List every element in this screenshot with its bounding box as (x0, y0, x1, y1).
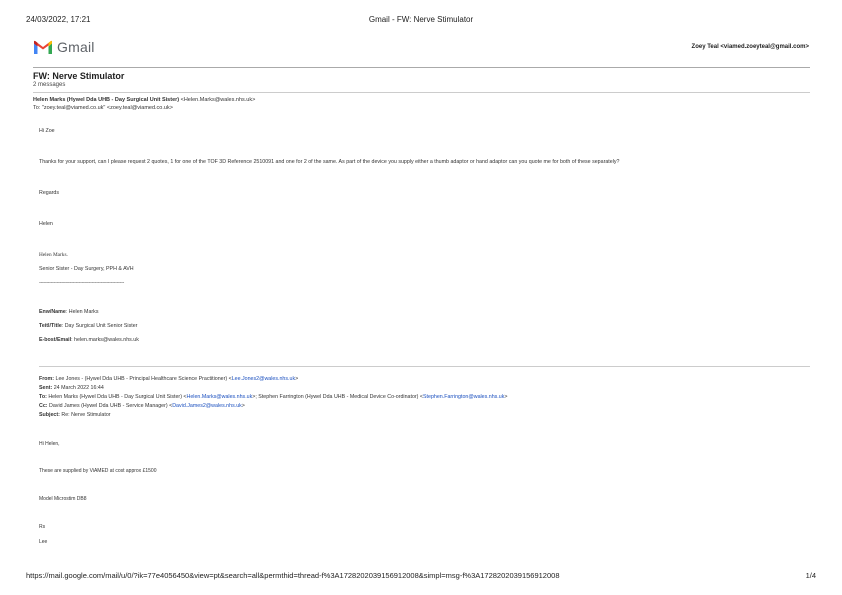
signature-name-row (39, 309, 98, 315)
sender-email: <Helen.Marks@wales.nhs.uk> (180, 97, 256, 103)
fwd-cc-value: David James (Hywel Dda UHB - Service Manager) < (49, 403, 173, 409)
fwd-to-value1: Helen Marks (Hywel Dda UHB - Day Surgical Unit Sister) < (48, 394, 187, 400)
fwd-closing: Rs (39, 524, 46, 530)
header-divider (33, 67, 810, 68)
account-email: Zoey Teal <viamed.zoeyteal@gmail.com> (691, 44, 809, 50)
fwd-from-value: Lee Jones - (Hywel Dda UHB - Principal Healthcare Science Practitioner) < (55, 376, 232, 382)
fwd-body-line: These are supplied by ViAMED at cost approx £1500 (39, 468, 157, 474)
signature-rule: ---------------------------------------------------------- (39, 280, 124, 286)
teitl-label: Teitl/Title (39, 323, 62, 329)
fwd-cc-label: Cc: (39, 403, 48, 409)
fwd-from-line (39, 376, 298, 382)
fwd-from-label: From: (39, 376, 55, 382)
fwd-to-email2-link[interactable]: Stephen.Farrington@wales.nhs.uk (423, 394, 505, 400)
thread-subject: FW: Nerve Stimulator (33, 71, 125, 81)
print-datetime: 24/03/2022, 17:21 (26, 15, 91, 24)
signature-name: Helen Marks. (39, 252, 68, 258)
fwd-cc-line (39, 403, 245, 409)
ebost-label: E-bost/Email (39, 337, 72, 343)
gmail-wordmark: Gmail (57, 39, 95, 55)
fwd-sent-label: Sent: (39, 385, 53, 391)
enw-value: : Helen Marks (65, 309, 99, 315)
message-sender-line (33, 97, 255, 103)
thread-divider (33, 92, 810, 93)
fwd-model-line: Model Microstim DB8 (39, 496, 87, 502)
ebost-value: : helen.marks@wales.nhs.uk (71, 337, 139, 343)
fwd-to-value2: >; Stephen Farrington (Hywel Dda UHB - Medical Device Co-ordinator) < (252, 394, 424, 400)
fwd-subject-value: Re: Nerve Stimulator (61, 412, 111, 418)
message-count: 2 messages (33, 82, 66, 88)
forward-divider (39, 366, 810, 367)
fwd-to-line (39, 394, 507, 400)
fwd-from-email-link[interactable]: Lee.Jones2@wales.nhs.uk (231, 376, 296, 382)
fwd-to-email1-link[interactable]: Helen.Marks@wales.nhs.uk (186, 394, 253, 400)
gmail-m-icon (33, 40, 53, 55)
sender-name: Helen Marks (Hywel Dda UHB - Day Surgical Unit Sister) (33, 97, 180, 103)
fwd-greeting: Hi Helen, (39, 441, 60, 447)
fwd-to-end: > (504, 394, 508, 400)
fwd-subject-line (39, 412, 111, 418)
signature-email-row (39, 337, 139, 343)
signature-title-row (39, 323, 137, 329)
signature-title: Senior Sister - Day Surgery, PPH & AVH (39, 266, 134, 272)
fwd-subject-label: Subject: (39, 412, 60, 418)
print-url: https://mail.google.com/mail/u/0/?ik=77e4056450&view=pt&search=all&permthid=thread-f%3A1728202039156912008&simpl=msg-f%3A1728202039156912008 (26, 571, 560, 580)
closing-regards: Regards (39, 190, 60, 196)
fwd-sent-line (39, 385, 104, 391)
message-to-line: To: "zoey.teal@viamed.co.uk" <zoey.teal@viamed.co.uk> (33, 105, 173, 111)
fwd-cc-email-link[interactable]: David.James2@wales.nhs.uk (172, 403, 242, 409)
fwd-signoff: Lee (39, 539, 48, 545)
fwd-cc-end: > (241, 403, 245, 409)
closing-name: Helen (39, 221, 53, 227)
enw-label: Enw/Name (39, 309, 66, 315)
body-paragraph: Thanks for your support, can I please request 2 quotes, 1 for one of the TOF 3D Reference 2510091 and one for 2 of the same. As part of the device you supply either a thumb adaptor or hand adaptor can you quote me for both of these separately? (39, 159, 620, 165)
page-number: 1/4 (805, 571, 816, 580)
gmail-logo (33, 39, 95, 55)
fwd-sent-value: 24 March 2022 16:44 (53, 385, 104, 391)
teitl-value: : Day Surgical Unit Senior Sister (61, 323, 138, 329)
fwd-to-label: To: (39, 394, 47, 400)
greeting: Hi Zoe (39, 128, 55, 134)
print-title: Gmail - FW: Nerve Stimulator (368, 15, 474, 24)
fwd-from-end: > (295, 376, 299, 382)
